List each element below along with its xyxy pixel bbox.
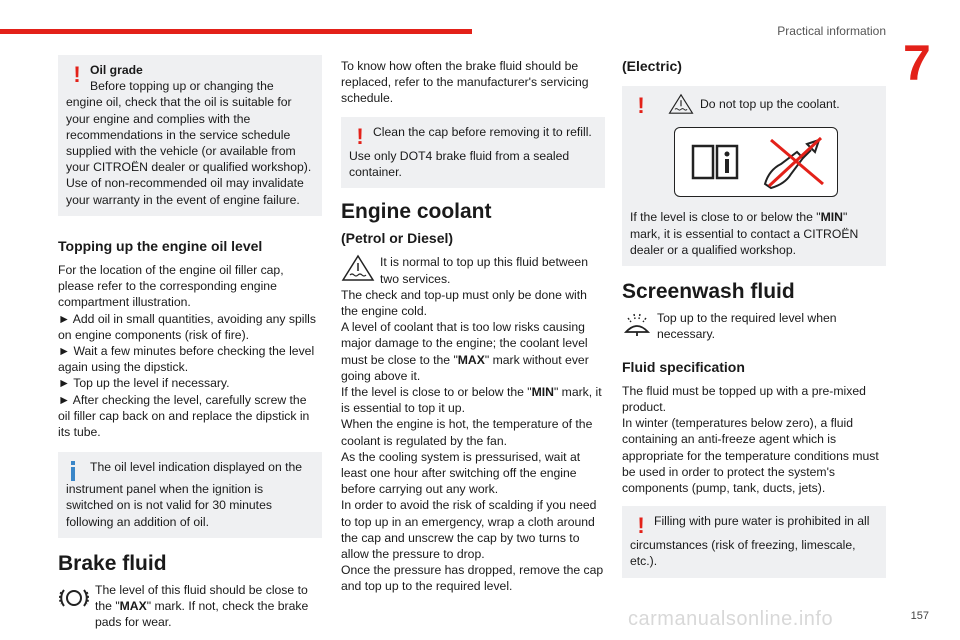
no-top-up-icon: [759, 134, 829, 194]
column-1: [58, 55, 322, 631]
hazard-triangle-icon: [668, 93, 694, 119]
page-header-title: Practical information: [777, 24, 886, 38]
page-number: 157: [910, 610, 929, 622]
topping-up-step: ► After checking the level, carefully screw the oil filler cap back on and replace the dipstick in its tube.: [58, 392, 310, 440]
oil-grade-title: Oil grade: [90, 63, 143, 77]
brake-fluid-heading: Brake fluid: [58, 551, 167, 575]
electric-level-text: [630, 209, 877, 258]
oil-grade-warning-box: [58, 55, 322, 216]
warning-mark-icon: !: [73, 62, 81, 87]
chapter-number: 7: [903, 35, 931, 91]
topping-up-heading: Topping up the engine oil level: [58, 237, 263, 254]
info-mark-icon: [66, 461, 80, 481]
topping-up-step: ► Wait a few minutes before checking the level again using the dipstick.: [58, 344, 315, 375]
max-label: MAX: [119, 599, 147, 614]
brake-fluid-text: [95, 582, 322, 631]
pure-water-warning-box: [622, 506, 886, 577]
screenwash-heading: Screenwash fluid: [622, 280, 795, 304]
warning-first-line: Clean the cap before removing it to refill.: [373, 124, 592, 139]
coolant-para: [341, 319, 605, 384]
max-label: MAX: [457, 352, 485, 367]
oil-grade-text: engine oil, check that the oil is suitable for your engine and complies with the recommendations in the service schedule supplied with the vehicle (or available from your CITROËN dealer or qualified workshop). Use of non-recommended oil may invalidate your warranty in the event of engine failure.: [66, 95, 312, 207]
coolant-para: The check and top-up must only be done with the engine cold.: [341, 287, 587, 319]
brake-replace-text: To know how often the brake fluid should be replaced, refer to the manufacturer's servicing schedule.: [341, 59, 589, 106]
warning-mark-icon: !: [356, 123, 364, 149]
column-3: [622, 58, 886, 596]
warning-text: Do not top up the coolant.: [700, 97, 840, 112]
warning-mark-icon: !: [637, 513, 645, 539]
info-first-line: The oil level indication displayed on the: [90, 460, 303, 475]
topping-up-step: ► Top up the level if necessary.: [58, 376, 230, 391]
info-text: instrument panel when the ignition is switched on is not valid for 30 minutes following an addition of oil.: [66, 482, 272, 529]
coolant-para: In order to avoid the risk of scalding if you need to top up in an emergency, wrap a cloth around the cap and unscrew the cap by two turns to allow the pressure to drop.: [341, 498, 597, 562]
min-label: MIN: [820, 210, 843, 225]
brake-fluid-warning-box: [341, 117, 605, 188]
screenwash-text: Top up to the required level when necessary.: [657, 311, 837, 342]
engine-coolant-heading: Engine coolant: [341, 200, 492, 224]
coolant-para: As the cooling system is pressurised, wait at least one hour after switching off the engine before carrying out any work.: [341, 449, 581, 497]
electric-coolant-warning-box: [622, 86, 886, 266]
level-text-part: If the level is close to or below the ": [630, 210, 821, 225]
coolant-illustration: [674, 127, 838, 197]
coolant-text-part: " mark, it is essential to top it up.: [341, 385, 602, 416]
level-text-part: " mark, it is essential to contact a CITROËN dealer or a qualified workshop.: [630, 210, 859, 257]
min-label: MIN: [531, 385, 554, 400]
electric-heading: (Electric): [622, 58, 682, 74]
manual-book-icon: [689, 142, 741, 186]
coolant-intro-text: It is normal to top up this fluid between two services.: [380, 255, 588, 286]
topping-up-para: For the location of the engine oil filler cap, please refer to the corresponding engine compartment illustration.: [58, 263, 284, 310]
brake-disc-icon: [58, 582, 90, 618]
fluid-spec-para: In winter (temperatures below zero), a fluid containing an anti-freeze agent which is appropriate for the temperature conditions must be used in order to protect the system's components (pump, tank, ducts, jets).: [622, 416, 879, 496]
watermark: carmanualsonline.info: [628, 608, 834, 630]
brake-text-part: The level of this fluid should be close to the ": [95, 583, 308, 614]
coolant-text-part: If the level is close to or below the ": [341, 385, 532, 400]
warning-first-line: Filling with pure water is prohibited in all: [654, 514, 870, 529]
hazard-triangle-icon: [341, 254, 375, 286]
brake-text-part: " mark. If not, check the brake pads for wear.: [95, 599, 309, 630]
column-2: [341, 58, 605, 595]
washer-jet-icon: [622, 310, 652, 342]
coolant-para: [341, 384, 605, 416]
header-accent-bar: [0, 29, 472, 34]
topping-up-step: ► Add oil in small quantities, avoiding any spills on engine components (risk of fire).: [58, 311, 316, 342]
coolant-para: When the engine is hot, the temperature of the coolant is regulated by the fan.: [341, 417, 593, 448]
petrol-diesel-heading: (Petrol or Diesel): [341, 230, 454, 247]
fluid-spec-para: The fluid must be topped up with a pre-mixed product.: [622, 383, 866, 415]
oil-grade-first-line: Before topping up or changing the: [90, 79, 274, 94]
coolant-text-part: A level of coolant that is too low risks causing major damage to the engine; the coolant level must be close to the ": [341, 320, 588, 367]
coolant-text-part: " mark without ever going above it.: [341, 352, 589, 383]
warning-text: Use only DOT4 brake fluid from a sealed container.: [349, 148, 570, 179]
coolant-para: Once the pressure has dropped, remove the cap and top up to the required level.: [341, 563, 604, 594]
fluid-spec-heading: Fluid specification: [622, 358, 745, 375]
oil-level-info-box: [58, 452, 322, 538]
warning-text: circumstances (risk of freezing, limescale, etc.).: [630, 538, 856, 569]
warning-mark-icon: !: [637, 93, 645, 119]
